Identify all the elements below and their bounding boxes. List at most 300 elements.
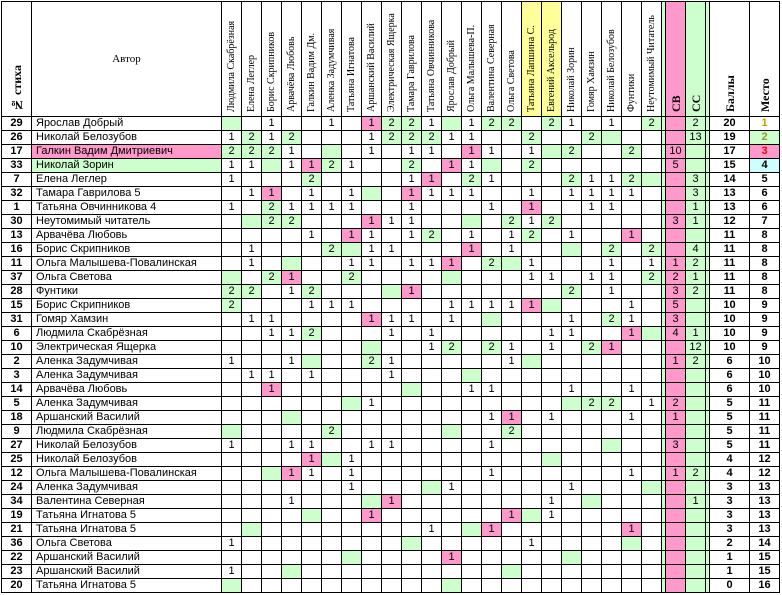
score-cell: 3 <box>710 509 750 523</box>
vote-cell <box>322 355 342 369</box>
vote-cell <box>642 341 662 355</box>
vote-cell <box>402 327 422 341</box>
vote-cell <box>282 537 302 551</box>
poem-number: 18 <box>2 411 32 425</box>
poem-number: 27 <box>2 439 32 453</box>
vote-cell <box>582 439 602 453</box>
vote-cell <box>242 439 262 453</box>
vote-cell: 1 <box>522 299 542 313</box>
author-name: Татьяна Игнатова 5 <box>32 579 222 593</box>
vote-cell <box>322 467 342 481</box>
poem-number: 12 <box>2 467 32 481</box>
vote-cell <box>562 439 582 453</box>
vote-cell <box>642 565 662 579</box>
table-row <box>2 299 780 313</box>
vote-cell <box>442 355 462 369</box>
sv-cell <box>666 481 686 495</box>
vote-cell <box>622 579 642 593</box>
ss-cell <box>686 397 706 411</box>
place-cell: 9 <box>750 299 780 313</box>
vote-cell <box>542 145 562 159</box>
author-name: Арвачёва Любовь <box>32 229 222 243</box>
vote-cell: 1 <box>542 271 562 285</box>
vote-cell: 2 <box>542 215 562 229</box>
vote-cell <box>622 215 642 229</box>
vote-cell: 1 <box>342 229 362 243</box>
vote-cell <box>542 439 562 453</box>
vote-cell <box>542 229 562 243</box>
vote-cell: 1 <box>262 327 282 341</box>
vote-cell: 1 <box>482 383 502 397</box>
vote-cell <box>342 565 362 579</box>
table-row <box>2 411 780 425</box>
vote-cell: 1 <box>582 187 602 201</box>
vote-cell <box>502 383 522 397</box>
vote-cell: 1 <box>302 439 322 453</box>
vote-cell <box>282 509 302 523</box>
poem-number: 2 <box>2 355 32 369</box>
vote-cell <box>582 229 602 243</box>
vote-cell <box>602 579 622 593</box>
vote-cell: 1 <box>522 187 542 201</box>
ss-cell <box>686 383 706 397</box>
table-row <box>2 285 780 299</box>
ss-cell <box>686 439 706 453</box>
author-name: Татьяна Игнатова 5 <box>32 509 222 523</box>
vote-cell <box>222 229 242 243</box>
ss-cell <box>686 145 706 159</box>
vote-cell <box>622 369 642 383</box>
author-name: Аленка Задумчивая <box>32 481 222 495</box>
vote-cell <box>422 565 442 579</box>
vote-cell: 1 <box>342 467 362 481</box>
ss-cell <box>686 481 706 495</box>
score-cell: 11 <box>710 285 750 299</box>
vote-cell <box>362 495 382 509</box>
vote-cell <box>602 327 622 341</box>
vote-cell: 1 <box>402 201 422 215</box>
vote-cell <box>502 159 522 173</box>
place-cell: 6 <box>750 201 780 215</box>
poem-number: 28 <box>2 285 32 299</box>
vote-cell: 1 <box>262 187 282 201</box>
author-name: Николай Белозубов <box>32 439 222 453</box>
poem-number: 1 <box>2 201 32 215</box>
vote-cell: 1 <box>622 383 642 397</box>
poem-number: 9 <box>2 425 32 439</box>
vote-cell <box>562 523 582 537</box>
table-row <box>2 229 780 243</box>
vote-cell <box>462 537 482 551</box>
vote-cell: 2 <box>322 243 342 257</box>
vote-cell <box>462 495 482 509</box>
vote-cell <box>282 481 302 495</box>
vote-cell: 1 <box>262 369 282 383</box>
score-cell: 17 <box>710 145 750 159</box>
ss-cell: 1 <box>686 201 706 215</box>
sv-cell <box>666 495 686 509</box>
vote-cell <box>482 215 502 229</box>
vote-cell: 1 <box>482 467 502 481</box>
vote-cell <box>362 159 382 173</box>
vote-cell <box>222 551 242 565</box>
vote-cell: 1 <box>422 257 442 271</box>
vote-cell <box>282 383 302 397</box>
vote-cell <box>642 481 662 495</box>
vote-cell <box>382 285 402 299</box>
vote-cell: 2 <box>642 243 662 257</box>
vote-cell <box>322 369 342 383</box>
vote-cell <box>522 551 542 565</box>
vote-cell <box>522 565 542 579</box>
sv-cell <box>666 383 686 397</box>
vote-cell <box>362 425 382 439</box>
vote-cell <box>282 579 302 593</box>
sv-cell <box>666 341 686 355</box>
vote-cell <box>542 537 562 551</box>
vote-cell <box>302 243 322 257</box>
vote-cell: 1 <box>622 523 642 537</box>
vote-cell <box>262 285 282 299</box>
author-name: Тамара Гаврилова 5 <box>32 187 222 201</box>
vote-cell <box>522 411 542 425</box>
vote-cell <box>582 145 602 159</box>
vote-cell: 1 <box>362 439 382 453</box>
judge-header: Фунтики <box>622 2 642 117</box>
score-cell: 4 <box>710 467 750 481</box>
sv-cell <box>666 201 686 215</box>
ss-cell <box>686 229 706 243</box>
vote-cell <box>342 327 362 341</box>
table-row <box>2 355 780 369</box>
vote-cell: 1 <box>342 481 362 495</box>
poem-number: 20 <box>2 579 32 593</box>
sv-cell <box>666 131 686 145</box>
vote-cell <box>422 383 442 397</box>
vote-cell <box>602 481 622 495</box>
vote-cell <box>222 397 242 411</box>
vote-cell: 1 <box>462 243 482 257</box>
vote-cell <box>402 467 422 481</box>
vote-cell <box>542 425 562 439</box>
poem-number: 22 <box>2 551 32 565</box>
vote-cell: 2 <box>262 271 282 285</box>
place-cell: 12 <box>750 467 780 481</box>
vote-cell: 1 <box>422 187 442 201</box>
vote-cell <box>562 271 582 285</box>
poem-number: 11 <box>2 257 32 271</box>
vote-cell <box>542 383 562 397</box>
vote-cell: 1 <box>522 257 542 271</box>
author-name: Борис Скрипников <box>32 243 222 257</box>
author-name: Ольга Малышева-Повалинская <box>32 257 222 271</box>
vote-cell: 1 <box>482 201 502 215</box>
vote-cell <box>422 579 442 593</box>
score-cell: 10 <box>710 327 750 341</box>
vote-cell <box>562 215 582 229</box>
vote-cell <box>502 313 522 327</box>
score-cell: 14 <box>710 173 750 187</box>
vote-cell: 1 <box>342 187 362 201</box>
table-row <box>2 145 780 159</box>
table-row <box>2 537 780 551</box>
vote-cell <box>482 537 502 551</box>
ss-cell: 1 <box>686 215 706 229</box>
vote-cell <box>462 215 482 229</box>
score-cell: 4 <box>710 453 750 467</box>
vote-cell <box>542 285 562 299</box>
vote-cell: 1 <box>362 229 382 243</box>
vote-cell <box>642 369 662 383</box>
poem-number: 10 <box>2 341 32 355</box>
vote-cell <box>642 439 662 453</box>
vote-cell: 1 <box>562 383 582 397</box>
vote-cell: 1 <box>482 299 502 313</box>
vote-cell: 2 <box>302 285 322 299</box>
vote-cell <box>382 383 402 397</box>
author-name: Николай Белозубов <box>32 453 222 467</box>
vote-cell: 1 <box>622 299 642 313</box>
vote-cell: 2 <box>322 159 342 173</box>
vote-cell: 1 <box>382 215 402 229</box>
author-name: Татьяна Овчинникова 4 <box>32 201 222 215</box>
vote-cell <box>322 313 342 327</box>
score-cell: 3 <box>710 523 750 537</box>
vote-cell: 1 <box>482 145 502 159</box>
vote-cell <box>342 131 362 145</box>
table-row <box>2 313 780 327</box>
score-cell: 19 <box>710 131 750 145</box>
judge-header: Галкин Вадим Дм. <box>302 2 322 117</box>
score-cell: 6 <box>710 369 750 383</box>
vote-cell <box>422 453 442 467</box>
vote-cell <box>342 579 362 593</box>
vote-cell: 2 <box>602 397 622 411</box>
ss-cell <box>686 159 706 173</box>
vote-cell: 1 <box>462 145 482 159</box>
vote-cell: 1 <box>622 187 642 201</box>
vote-cell: 1 <box>282 327 302 341</box>
vote-cell <box>402 481 422 495</box>
place-cell: 10 <box>750 383 780 397</box>
vote-cell: 1 <box>622 327 642 341</box>
score-cell: 15 <box>710 159 750 173</box>
vote-cell <box>242 481 262 495</box>
vote-cell <box>222 327 242 341</box>
vote-cell: 1 <box>462 187 482 201</box>
vote-cell: 1 <box>282 159 302 173</box>
vote-cell <box>222 257 242 271</box>
sv-cell <box>666 425 686 439</box>
vote-cell <box>342 425 362 439</box>
sv-cell: 1 <box>666 467 686 481</box>
vote-cell <box>582 453 602 467</box>
vote-cell <box>262 173 282 187</box>
place-cell: 9 <box>750 341 780 355</box>
vote-cell <box>582 579 602 593</box>
vote-cell <box>522 369 542 383</box>
judge-header: Татьяна Лапшина С. <box>522 2 542 117</box>
vote-cell <box>302 481 322 495</box>
vote-cell: 1 <box>262 117 282 131</box>
ss-cell <box>686 411 706 425</box>
vote-cell: 1 <box>282 271 302 285</box>
place-cell: 13 <box>750 523 780 537</box>
table-row <box>2 383 780 397</box>
vote-cell <box>262 453 282 467</box>
vote-cell <box>242 565 262 579</box>
author-name: Валентина Северная <box>32 495 222 509</box>
vote-cell <box>282 551 302 565</box>
vote-cell <box>642 523 662 537</box>
vote-cell <box>222 481 242 495</box>
vote-cell <box>582 523 602 537</box>
vote-cell <box>402 271 422 285</box>
vote-cell <box>482 397 502 411</box>
vote-cell <box>442 201 462 215</box>
judge-header: Валентина Северная <box>482 2 502 117</box>
vote-cell: 2 <box>622 145 642 159</box>
vote-cell <box>502 173 522 187</box>
vote-cell: 1 <box>502 229 522 243</box>
poem-number: 13 <box>2 229 32 243</box>
vote-cell <box>482 565 502 579</box>
vote-cell <box>582 495 602 509</box>
author-name: Ольга Малышева-Повалинская <box>32 467 222 481</box>
vote-cell <box>482 229 502 243</box>
vote-cell <box>522 439 542 453</box>
vote-cell <box>462 579 482 593</box>
vote-cell: 1 <box>302 201 322 215</box>
vote-cell <box>422 159 442 173</box>
vote-cell: 1 <box>502 411 522 425</box>
vote-cell <box>262 509 282 523</box>
sv-cell: 3 <box>666 313 686 327</box>
vote-cell <box>262 257 282 271</box>
vote-cell: 1 <box>542 411 562 425</box>
vote-cell <box>602 495 622 509</box>
author-name: Неутомимый читатель <box>32 215 222 229</box>
vote-cell <box>342 215 362 229</box>
vote-cell <box>242 453 262 467</box>
vote-cell <box>622 481 642 495</box>
score-cell: 1 <box>710 551 750 565</box>
vote-cell: 2 <box>502 425 522 439</box>
score-cell: 13 <box>710 187 750 201</box>
vote-cell <box>302 537 322 551</box>
vote-cell <box>342 439 362 453</box>
vote-cell <box>482 551 502 565</box>
vote-cell: 2 <box>382 131 402 145</box>
vote-cell <box>362 411 382 425</box>
vote-cell <box>222 243 242 257</box>
vote-cell <box>222 425 242 439</box>
vote-cell <box>562 579 582 593</box>
vote-cell <box>642 355 662 369</box>
vote-cell <box>522 243 542 257</box>
ss-cell: 3 <box>686 187 706 201</box>
vote-cell <box>222 509 242 523</box>
vote-cell <box>422 243 442 257</box>
vote-cell: 1 <box>542 327 562 341</box>
vote-cell: 2 <box>462 173 482 187</box>
sv-cell <box>666 565 686 579</box>
vote-cell: 1 <box>282 355 302 369</box>
place-cell: 8 <box>750 243 780 257</box>
ss-header: СС <box>686 2 706 117</box>
vote-cell: 1 <box>602 173 622 187</box>
vote-cell <box>242 215 262 229</box>
vote-cell <box>562 411 582 425</box>
vote-cell: 1 <box>602 285 622 299</box>
sv-cell <box>666 187 686 201</box>
vote-cell <box>482 159 502 173</box>
place-cell: 11 <box>750 411 780 425</box>
vote-cell <box>622 495 642 509</box>
place-cell: 5 <box>750 173 780 187</box>
vote-cell <box>442 145 462 159</box>
vote-cell <box>602 369 622 383</box>
vote-cell <box>322 173 342 187</box>
vote-cell <box>502 271 522 285</box>
vote-cell <box>402 397 422 411</box>
vote-cell: 1 <box>522 201 542 215</box>
table-row <box>2 173 780 187</box>
score-cell: 10 <box>710 313 750 327</box>
vote-cell: 1 <box>442 313 462 327</box>
vote-cell <box>482 495 502 509</box>
vote-cell <box>442 509 462 523</box>
vote-cell <box>242 467 262 481</box>
vote-cell <box>562 467 582 481</box>
vote-cell: 1 <box>382 313 402 327</box>
vote-cell <box>602 383 622 397</box>
author-name: Галкин Вадим Дмитриевич <box>32 145 222 159</box>
vote-cell <box>462 397 482 411</box>
vote-cell: 1 <box>342 159 362 173</box>
vote-cell <box>302 355 322 369</box>
judge-header: Ольга Малышева-П. <box>462 2 482 117</box>
vote-cell <box>522 509 542 523</box>
vote-cell <box>302 117 322 131</box>
vote-cell <box>502 257 522 271</box>
vote-cell: 2 <box>642 271 662 285</box>
score-cell: 11 <box>710 271 750 285</box>
vote-cell <box>502 285 522 299</box>
poem-number: 17 <box>2 145 32 159</box>
vote-cell: 1 <box>362 509 382 523</box>
vote-cell <box>422 285 442 299</box>
vote-cell <box>562 397 582 411</box>
author-name: Ярослав Добрый <box>32 117 222 131</box>
vote-cell: 1 <box>422 117 442 131</box>
vote-cell <box>362 341 382 355</box>
vote-cell <box>242 425 262 439</box>
vote-cell <box>602 425 622 439</box>
vote-cell <box>462 285 482 299</box>
vote-cell <box>502 145 522 159</box>
vote-cell <box>522 397 542 411</box>
vote-cell <box>382 565 402 579</box>
vote-cell: 1 <box>462 159 482 173</box>
vote-cell <box>302 131 322 145</box>
vote-cell <box>642 383 662 397</box>
vote-cell <box>542 355 562 369</box>
vote-cell <box>442 495 462 509</box>
vote-cell <box>242 229 262 243</box>
table-row <box>2 187 780 201</box>
vote-cell <box>642 411 662 425</box>
